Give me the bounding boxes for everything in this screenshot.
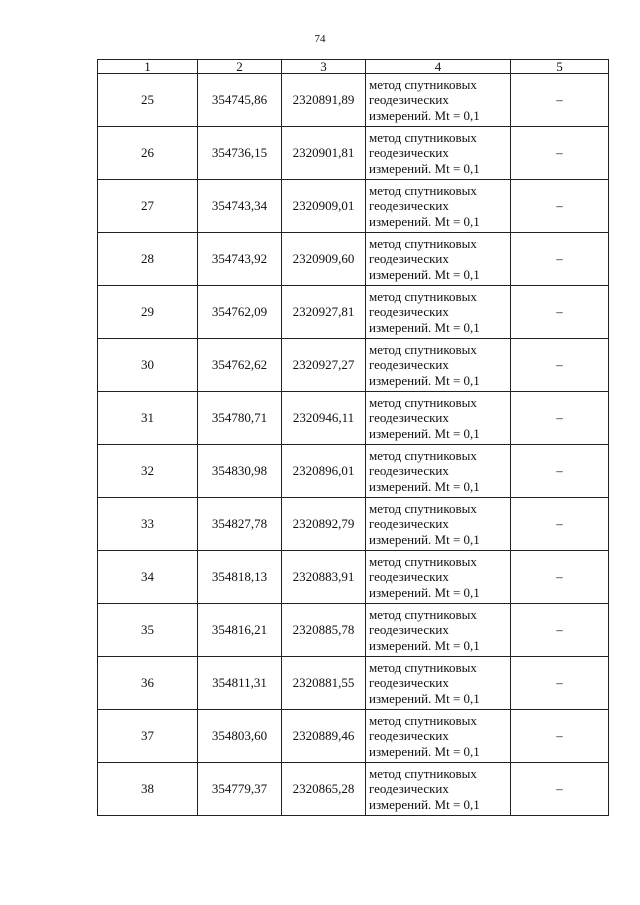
point-number-cell: 29 [98,286,198,339]
method-line-1: метод спутниковых [369,553,477,569]
method-line-2: геодезических [369,463,449,479]
point-number-cell: 36 [98,657,198,710]
x-coordinate-cell: 354762,09 [198,286,282,339]
method-line-2: геодезических [369,410,449,426]
y-coordinate-cell: 2320891,89 [282,74,366,127]
point-number-cell: 38 [98,763,198,816]
method-cell [366,445,511,498]
table-header-row [98,60,609,74]
col5-cell: – [511,127,609,180]
y-coordinate-cell: 2320889,46 [282,710,366,763]
method-line-3: измерений. Mt = 0,1 [369,637,480,653]
method-line-1: метод спутниковых [369,182,477,198]
table-row [98,763,609,816]
col5-cell: – [511,657,609,710]
method-line-3: измерений. Mt = 0,1 [369,425,480,441]
method-cell [366,233,511,286]
method-line-1: метод спутниковых [369,76,477,92]
table-row [98,498,609,551]
col5-cell: – [511,445,609,498]
x-coordinate-cell: 354736,15 [198,127,282,180]
method-line-2: геодезических [369,516,449,532]
column-header-1: 1 [98,60,198,74]
method-cell [366,180,511,233]
method-line-2: геодезических [369,622,449,638]
method-line-2: геодезических [369,304,449,320]
col5-cell: – [511,551,609,604]
table-row [98,392,609,445]
column-header-2: 2 [198,60,282,74]
method-line-1: метод спутниковых [369,606,477,622]
x-coordinate-cell: 354830,98 [198,445,282,498]
method-line-1: метод спутниковых [369,341,477,357]
col5-cell: – [511,233,609,286]
method-cell [366,498,511,551]
method-line-3: измерений. Mt = 0,1 [369,319,480,335]
method-line-3: измерений. Mt = 0,1 [369,478,480,494]
table-row [98,710,609,763]
point-number-cell: 28 [98,233,198,286]
col5-cell: – [511,710,609,763]
table-body [98,74,609,816]
table-row [98,180,609,233]
column-header-5: 5 [511,60,609,74]
y-coordinate-cell: 2320865,28 [282,763,366,816]
y-coordinate-cell: 2320927,27 [282,339,366,392]
point-number-cell: 35 [98,604,198,657]
method-line-2: геодезических [369,198,449,214]
x-coordinate-cell: 354811,31 [198,657,282,710]
method-line-1: метод спутниковых [369,659,477,675]
y-coordinate-cell: 2320901,81 [282,127,366,180]
point-number-cell: 37 [98,710,198,763]
method-cell [366,551,511,604]
x-coordinate-cell: 354780,71 [198,392,282,445]
point-number-cell: 34 [98,551,198,604]
method-line-1: метод спутниковых [369,129,477,145]
col5-cell: – [511,339,609,392]
method-cell [366,74,511,127]
method-cell [366,763,511,816]
method-line-2: геодезических [369,675,449,691]
method-cell [366,392,511,445]
method-line-3: измерений. Mt = 0,1 [369,796,480,812]
method-line-2: геодезических [369,569,449,585]
method-line-1: метод спутниковых [369,765,477,781]
point-number-cell: 33 [98,498,198,551]
column-header-3: 3 [282,60,366,74]
col5-cell: – [511,180,609,233]
method-line-1: метод спутниковых [369,235,477,251]
y-coordinate-cell: 2320909,01 [282,180,366,233]
x-coordinate-cell: 354827,78 [198,498,282,551]
method-line-3: измерений. Mt = 0,1 [369,160,480,176]
x-coordinate-cell: 354743,92 [198,233,282,286]
x-coordinate-cell: 354745,86 [198,74,282,127]
point-number-cell: 31 [98,392,198,445]
table-row [98,604,609,657]
page-number: 74 [314,33,326,45]
x-coordinate-cell: 354816,21 [198,604,282,657]
col5-cell: – [511,763,609,816]
method-line-3: измерений. Mt = 0,1 [369,107,480,123]
x-coordinate-cell: 354743,34 [198,180,282,233]
y-coordinate-cell: 2320892,79 [282,498,366,551]
col5-cell: – [511,604,609,657]
method-line-2: геодезических [369,92,449,108]
method-cell [366,339,511,392]
method-line-1: метод спутниковых [369,712,477,728]
table-row [98,339,609,392]
col5-cell: – [511,74,609,127]
y-coordinate-cell: 2320909,60 [282,233,366,286]
point-number-cell: 27 [98,180,198,233]
table-row [98,445,609,498]
method-line-3: измерений. Mt = 0,1 [369,690,480,706]
y-coordinate-cell: 2320896,01 [282,445,366,498]
method-line-1: метод спутниковых [369,500,477,516]
method-line-1: метод спутниковых [369,447,477,463]
col5-cell: – [511,498,609,551]
x-coordinate-cell: 354762,62 [198,339,282,392]
col5-cell: – [511,392,609,445]
col5-cell: – [511,286,609,339]
table-row [98,74,609,127]
method-line-1: метод спутниковых [369,288,477,304]
method-line-2: геодезических [369,145,449,161]
table-row [98,657,609,710]
point-number-cell: 25 [98,74,198,127]
y-coordinate-cell: 2320885,78 [282,604,366,657]
method-line-3: измерений. Mt = 0,1 [369,213,480,229]
y-coordinate-cell: 2320927,81 [282,286,366,339]
y-coordinate-cell: 2320946,11 [282,392,366,445]
method-line-2: геодезических [369,357,449,373]
y-coordinate-cell: 2320883,91 [282,551,366,604]
method-line-3: измерений. Mt = 0,1 [369,531,480,547]
method-line-2: геодезических [369,251,449,267]
x-coordinate-cell: 354818,13 [198,551,282,604]
y-coordinate-cell: 2320881,55 [282,657,366,710]
table-row [98,286,609,339]
point-number-cell: 32 [98,445,198,498]
method-line-2: геодезических [369,781,449,797]
point-number-cell: 30 [98,339,198,392]
table-row [98,551,609,604]
method-line-3: измерений. Mt = 0,1 [369,266,480,282]
method-cell [366,127,511,180]
table-row [98,127,609,180]
method-cell [366,604,511,657]
table-row [98,233,609,286]
method-line-3: измерений. Mt = 0,1 [369,743,480,759]
method-cell [366,657,511,710]
method-line-3: измерений. Mt = 0,1 [369,372,480,388]
point-number-cell: 26 [98,127,198,180]
method-cell [366,710,511,763]
method-line-1: метод спутниковых [369,394,477,410]
x-coordinate-cell: 354779,37 [198,763,282,816]
x-coordinate-cell: 354803,60 [198,710,282,763]
coordinates-table [97,59,609,816]
method-cell [366,286,511,339]
method-line-3: измерений. Mt = 0,1 [369,584,480,600]
method-line-2: геодезических [369,728,449,744]
column-header-4: 4 [366,60,511,74]
